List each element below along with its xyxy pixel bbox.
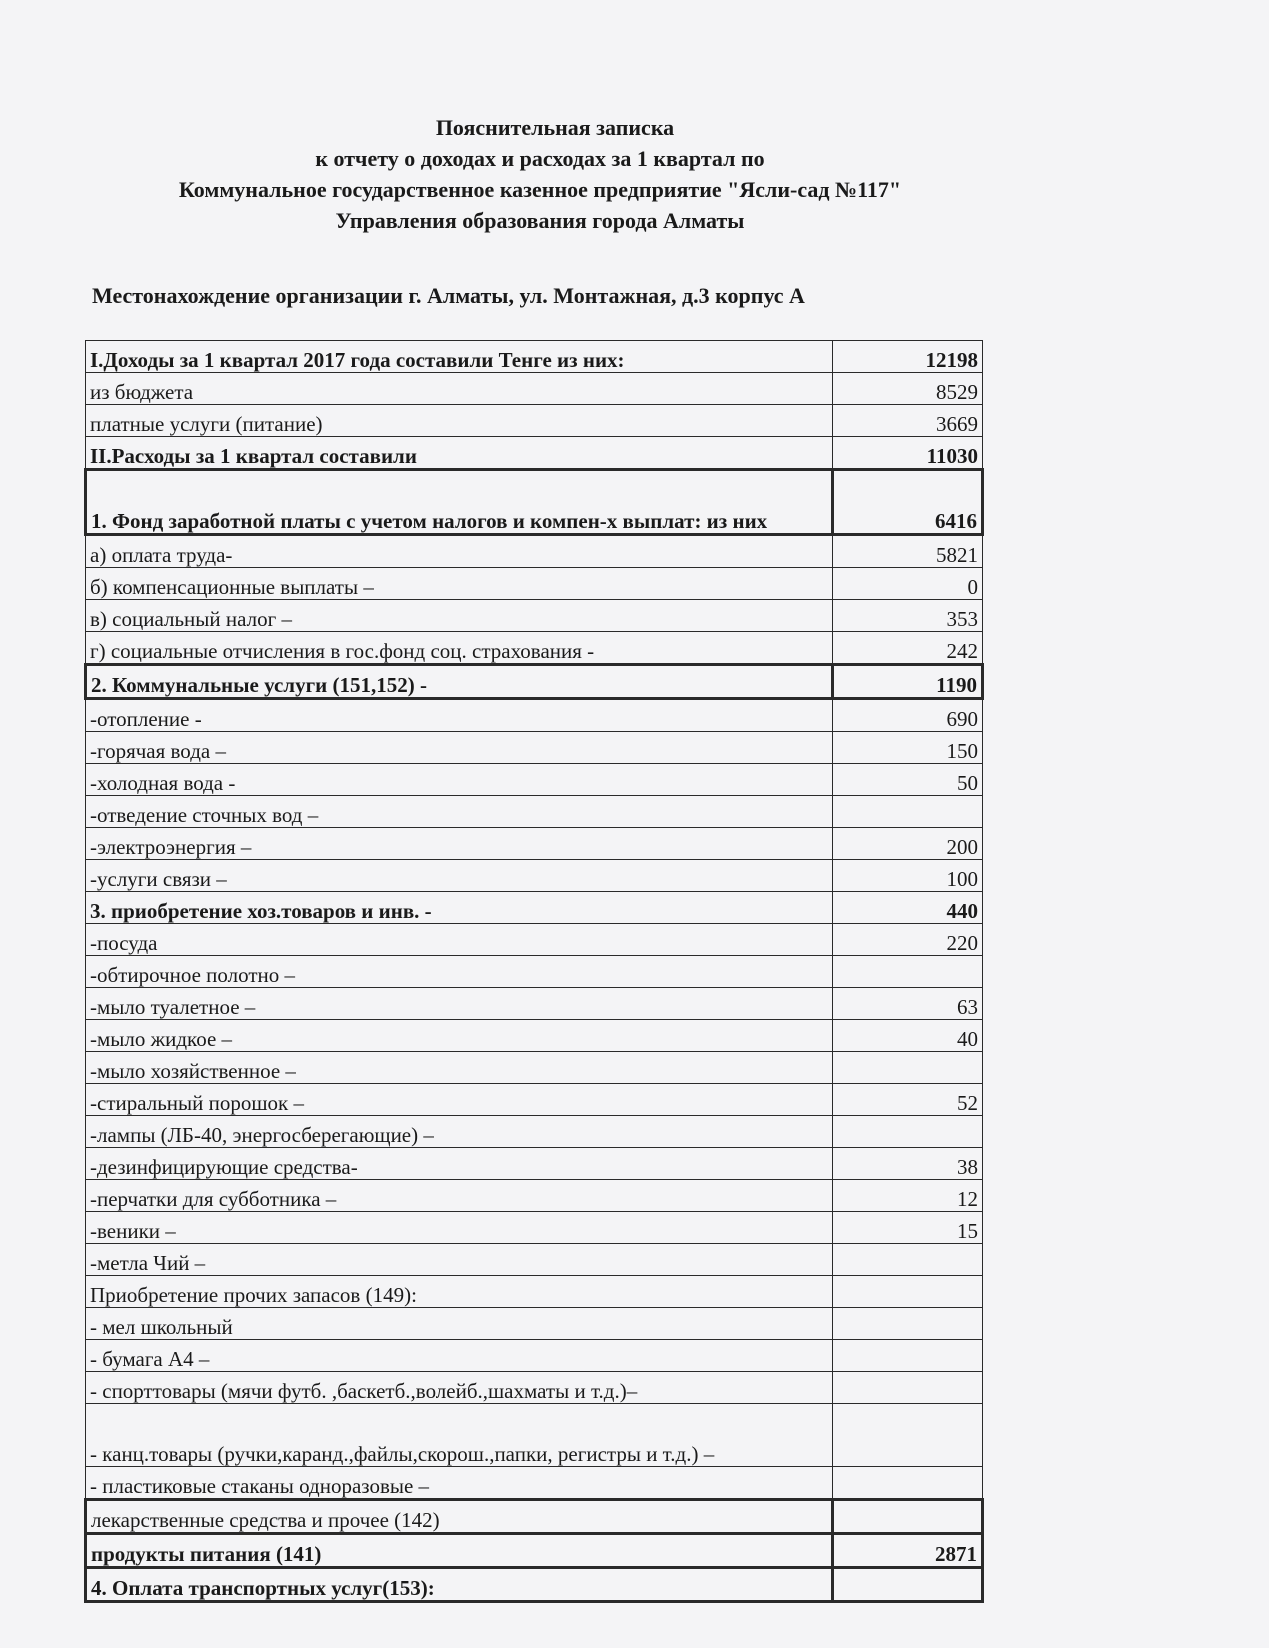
table-row — [86, 988, 983, 1020]
table-row — [86, 828, 983, 860]
row-label: -обтирочное полотно – — [86, 956, 833, 988]
row-label: -мыло жидкое – — [86, 1020, 833, 1052]
row-label: -веники – — [86, 1212, 833, 1244]
row-label: платные услуги (питание) — [86, 405, 833, 437]
row-label: -электроэнергия – — [86, 828, 833, 860]
row-value: 38 — [832, 1148, 982, 1180]
table-row — [86, 1500, 983, 1534]
heading-title: Пояснительная записка — [435, 115, 675, 140]
row-label: 3. приобретение хоз.товаров и инв. - — [86, 892, 833, 924]
table-row — [86, 1276, 983, 1308]
row-value: 11030 — [832, 437, 982, 470]
row-label: -мыло хозяйственное – — [86, 1052, 833, 1084]
row-label: -отведение сточных вод – — [86, 796, 833, 828]
row-label: -дезинфицирующие средства- — [86, 1148, 833, 1180]
table-row — [86, 632, 983, 665]
row-label: -лампы (ЛБ-40, энергосберегающие) – — [86, 1116, 833, 1148]
row-value — [832, 1276, 982, 1308]
row-value: 220 — [832, 924, 982, 956]
row-label: б) компенсационные выплаты – — [86, 568, 833, 600]
table-row — [86, 699, 983, 732]
table-row — [86, 892, 983, 924]
row-value: 242 — [832, 632, 982, 665]
row-label: -посуда — [86, 924, 833, 956]
row-value — [832, 1244, 982, 1276]
table-row — [86, 1404, 983, 1467]
table-row — [86, 373, 983, 405]
table-row — [86, 341, 983, 373]
table-row — [86, 535, 983, 568]
row-value: 0 — [832, 568, 982, 600]
row-label: продукты питания (141) — [86, 1534, 833, 1568]
row-label: 1. Фонд заработной платы с учетом налогов и компен-х выплат: из них — [86, 470, 833, 535]
organization-location: Местонахождение организации г. Алматы, ул. Монтажная, д.3 корпус А — [92, 283, 805, 308]
table-row — [86, 764, 983, 796]
row-value — [832, 1568, 982, 1602]
row-value — [832, 1467, 982, 1500]
row-label: -услуги связи – — [86, 860, 833, 892]
table-row — [86, 860, 983, 892]
row-label: 2. Коммунальные услуги (151,152) - — [86, 665, 833, 699]
table-row — [86, 1308, 983, 1340]
table-row — [86, 1534, 983, 1568]
table-row — [86, 568, 983, 600]
table-row — [86, 796, 983, 828]
row-value — [832, 956, 982, 988]
table-row — [86, 1212, 983, 1244]
row-value: 353 — [832, 600, 982, 632]
row-label: 4. Оплата транспортных услуг(153): — [86, 1568, 833, 1602]
row-value — [832, 1308, 982, 1340]
row-value: 63 — [832, 988, 982, 1020]
table-row — [86, 665, 983, 699]
row-label: -метла Чий – — [86, 1244, 833, 1276]
table-row — [86, 1020, 983, 1052]
table-row — [86, 1084, 983, 1116]
row-value: 690 — [832, 699, 982, 732]
row-label: из бюджета — [86, 373, 833, 405]
row-value — [832, 1372, 982, 1404]
table-row — [86, 1244, 983, 1276]
row-value: 100 — [832, 860, 982, 892]
row-value — [832, 796, 982, 828]
row-label: II.Расходы за 1 квартал составили — [86, 437, 833, 470]
row-label: -отопление - — [86, 699, 833, 732]
table-row — [86, 470, 983, 535]
table-row — [86, 1372, 983, 1404]
table-row — [86, 1340, 983, 1372]
heading-organization: Коммунальное государственное казенное предприятие "Ясли-сад №117" — [178, 177, 902, 202]
row-value — [832, 1404, 982, 1467]
row-label: Приобретение прочих запасов (149): — [86, 1276, 833, 1308]
row-value: 3669 — [832, 405, 982, 437]
row-label: в) социальный налог – — [86, 600, 833, 632]
document-heading — [100, 112, 980, 236]
table-row — [86, 732, 983, 764]
row-label: -стиральный порошок – — [86, 1084, 833, 1116]
heading-department: Управления образования города Алматы — [335, 208, 745, 233]
row-label: -холодная вода - — [86, 764, 833, 796]
row-label: - бумага А4 – — [86, 1340, 833, 1372]
row-value — [832, 1340, 982, 1372]
table-row — [86, 956, 983, 988]
row-value: 2871 — [832, 1534, 982, 1568]
row-value: 12 — [832, 1180, 982, 1212]
row-label: - канц.товары (ручки,каранд.,файлы,скорош.,папки, регистры и т.д.) – — [86, 1404, 833, 1467]
row-label: - пластиковые стаканы одноразовые – — [86, 1467, 833, 1500]
row-label: а) оплата труда- — [86, 535, 833, 568]
row-label: г) социальные отчисления в гос.фонд соц. страхования - — [86, 632, 833, 665]
table-row — [86, 1116, 983, 1148]
table-row — [86, 1148, 983, 1180]
row-value: 8529 — [832, 373, 982, 405]
row-label: лекарственные средства и прочее (142) — [86, 1500, 833, 1534]
row-label: -мыло туалетное – — [86, 988, 833, 1020]
heading-subtitle: к отчету о доходах и расходах за 1 квартал по — [315, 146, 765, 171]
table-row — [86, 1467, 983, 1500]
row-value: 440 — [832, 892, 982, 924]
row-label: -горячая вода – — [86, 732, 833, 764]
row-value: 5821 — [832, 535, 982, 568]
row-label: - спорттовары (мячи футб. ,баскетб.,волейб.,шахматы и т.д.)– — [86, 1372, 833, 1404]
row-value: 12198 — [832, 341, 982, 373]
row-value: 200 — [832, 828, 982, 860]
row-value: 150 — [832, 732, 982, 764]
report-table — [84, 340, 984, 1603]
row-label: I.Доходы за 1 квартал 2017 года составили Тенге из них: — [86, 341, 833, 373]
table-row — [86, 437, 983, 470]
table-row — [86, 405, 983, 437]
row-value — [832, 1116, 982, 1148]
row-label: - мел школьный — [86, 1308, 833, 1340]
table-row — [86, 600, 983, 632]
row-label: -перчатки для субботника – — [86, 1180, 833, 1212]
row-value: 1190 — [832, 665, 982, 699]
table-row — [86, 924, 983, 956]
row-value — [832, 1500, 982, 1534]
table-row — [86, 1180, 983, 1212]
row-value: 15 — [832, 1212, 982, 1244]
row-value: 40 — [832, 1020, 982, 1052]
row-value: 52 — [832, 1084, 982, 1116]
table-row — [86, 1568, 983, 1602]
row-value — [832, 1052, 982, 1084]
row-value: 6416 — [832, 470, 982, 535]
table-row — [86, 1052, 983, 1084]
row-value: 50 — [832, 764, 982, 796]
